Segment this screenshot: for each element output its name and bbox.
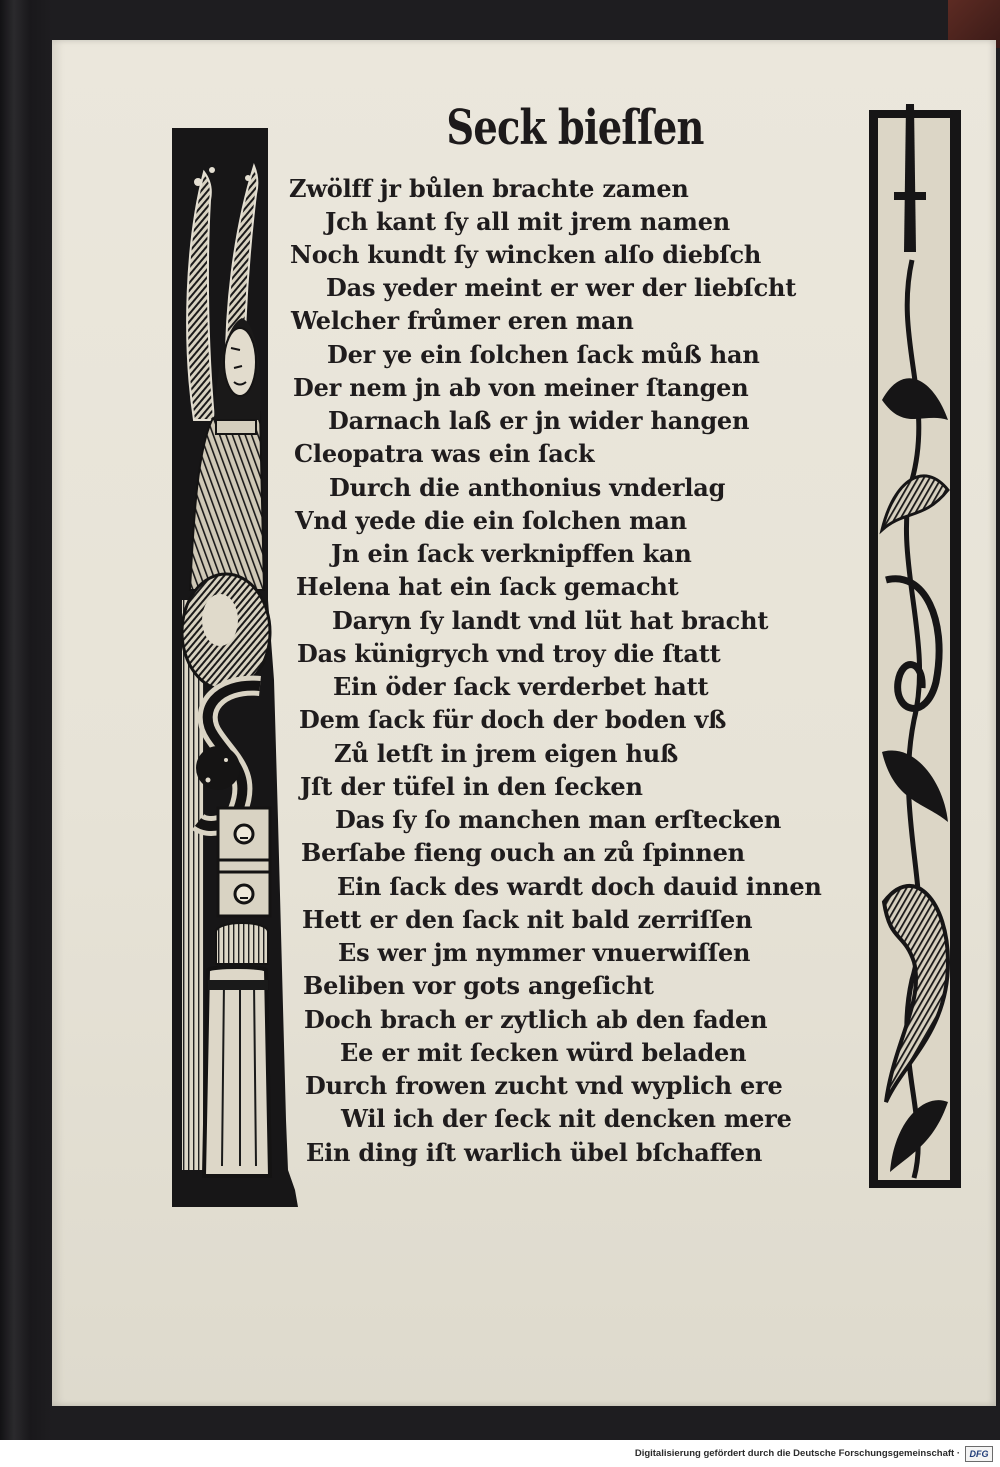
verse-line: Ein ſack des wardt doch dauid innen — [337, 872, 822, 901]
verse-line: Berſabe fieng ouch an zů ſpinnen — [301, 838, 745, 867]
verse-line: Der nem jn ab von meiner ſtangen — [293, 373, 749, 402]
verse-line: Doch brach er zytlich ab den faden — [304, 1005, 768, 1034]
verse-line: Jn ein ſack verknipffen kan — [331, 539, 692, 568]
verse-line: Darnach laß er jn wider hangen — [328, 406, 750, 435]
verse-line: Ee er mit ſecken würd beladen — [340, 1038, 747, 1067]
verse-line: Daryn ſy landt vnd lüt hat bracht — [332, 606, 769, 635]
verse-line: Das yeder meint er wer der liebſcht — [326, 273, 797, 302]
verse-line: Vnd yede die ein ſolchen man — [295, 506, 687, 535]
verse-line: Ein öder ſack verderbet hatt — [333, 672, 709, 701]
verse-line: Dem ſack für doch der boden vß — [299, 705, 727, 734]
verse-line: Jſt der tüfel in den ſecken — [300, 772, 643, 801]
verse-line: Zwölff jr bůlen brachte zamen — [289, 174, 689, 203]
verse-line: Es wer jm nymmer vnuerwiſſen — [338, 938, 751, 967]
page-title: Seck bieſſen — [446, 100, 704, 156]
footer-credit: Digitalisierung gefördert durch die Deutsche Forschungsgemeinschaft · — [634, 1448, 960, 1459]
verse-line: Der ye ein ſolchen ſack můß han — [327, 340, 760, 369]
verse-line: Ein ding iſt warlich übel bſchaffen — [306, 1138, 763, 1167]
verse-line: Noch kundt ſy wincken alſo diebſch — [290, 240, 762, 269]
footer-bar — [0, 1440, 1000, 1467]
dfg-logo: DFG — [965, 1446, 993, 1462]
verse-line: Das künigrych vnd troy die ſtatt — [297, 639, 721, 668]
verse-line: Cleopatra was ein ſack — [294, 439, 595, 468]
verse-line: Durch frowen zucht vnd wyplich ere — [305, 1071, 783, 1100]
verse-line: Wil ich der ſeck nit dencken mere — [341, 1104, 792, 1133]
verse-line: Zů letſt in jrem eigen huß — [334, 739, 679, 768]
verse-line: Das ſy ſo manchen man erſtecken — [335, 805, 782, 834]
verse-line: Beliben vor gots angeſicht — [303, 971, 654, 1000]
verse-line: Hett er den ſack nit bald zerriſſen — [302, 905, 753, 934]
verse-line: Welcher frůmer eren man — [291, 306, 634, 335]
verse-line: Durch die anthonius vnderlag — [329, 473, 726, 502]
verse-line: Helena hat ein ſack gemacht — [296, 572, 679, 601]
verse-line: Jch kant ſy all mit jrem namen — [325, 207, 731, 236]
